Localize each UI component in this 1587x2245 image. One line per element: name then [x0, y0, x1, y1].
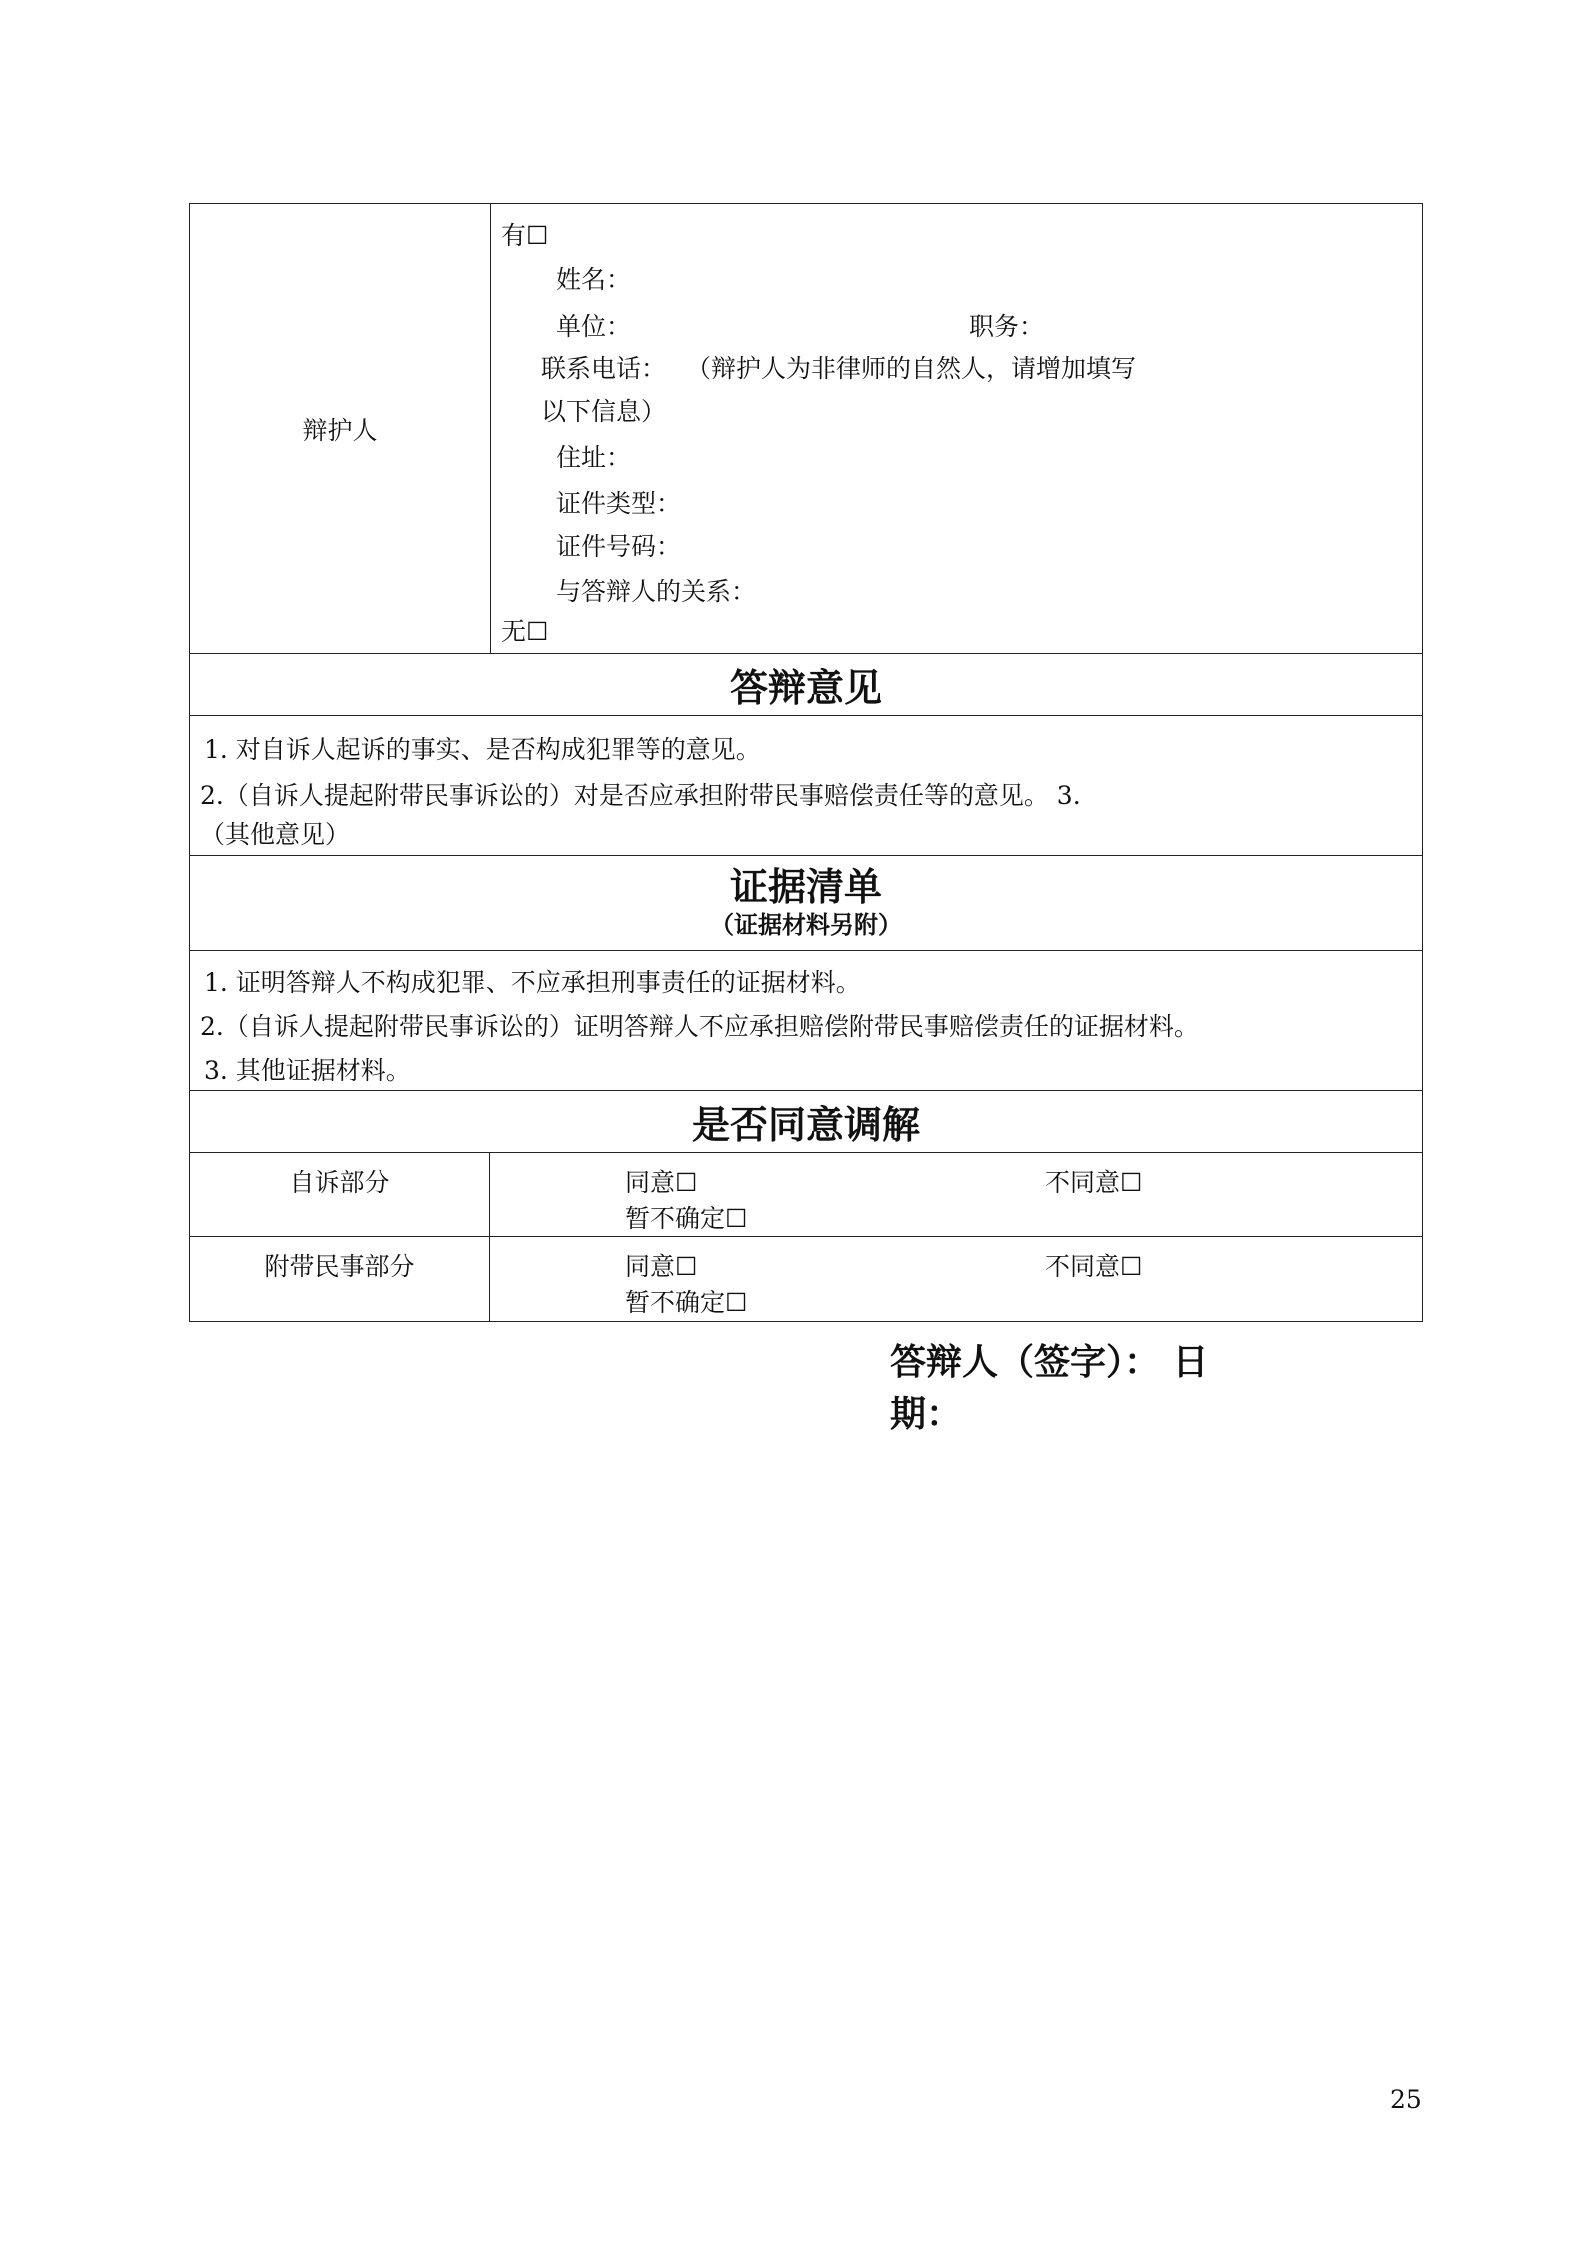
evidence-title: 证据清单 [729, 864, 882, 909]
evidence-line-3: 3. 其他证据材料。 [204, 1056, 411, 1085]
defender-has-checkbox[interactable]: 有☐ [501, 221, 549, 250]
mediation-row-civil [190, 1237, 1422, 1321]
evidence-heading [190, 856, 1422, 951]
mediation-label: 自诉部分 [190, 1153, 490, 1236]
defender-relation-field[interactable]: 与答辩人的关系： [556, 577, 757, 606]
disagree-checkbox[interactable]: 不同意☐ [1045, 1252, 1143, 1281]
mediation-options [490, 1237, 1422, 1321]
defense-form [189, 203, 1423, 1322]
mediation-options [490, 1153, 1422, 1236]
evidence-subtitle: （证据材料另附） [710, 911, 902, 939]
defender-name-field[interactable]: 姓名： [556, 265, 632, 294]
defender-label: 辩护人 [190, 204, 491, 653]
unsure-checkbox[interactable]: 暂不确定☐ [625, 1204, 748, 1233]
defender-note: （辩护人为非律师的自然人，请增加填写 [686, 354, 1137, 383]
defender-none-checkbox[interactable]: 无☐ [501, 617, 549, 646]
defender-id-type-field[interactable]: 证件类型： [556, 489, 682, 518]
signature-line: 答辩人（签字）： 日 [890, 1341, 1209, 1383]
defender-note-continued: 以下信息） [541, 397, 667, 426]
evidence-content[interactable] [190, 951, 1422, 1091]
opinion-line-3: （其他意见） [200, 820, 351, 849]
opinion-heading: 答辩意见 [190, 654, 1422, 716]
disagree-checkbox[interactable]: 不同意☐ [1045, 1168, 1143, 1197]
defender-unit-field[interactable]: 单位： [556, 312, 632, 341]
date-line: 期： [890, 1393, 963, 1435]
agree-checkbox[interactable]: 同意☐ [625, 1168, 698, 1197]
defender-address-field[interactable]: 住址： [556, 443, 632, 472]
page-number: 25 [1390, 2085, 1422, 2114]
defender-position-field[interactable]: 职务： [969, 312, 1045, 341]
evidence-line-1: 1. 证明答辩人不构成犯罪、不应承担刑事责任的证据材料。 [204, 968, 861, 997]
defender-details [491, 204, 1422, 653]
mediation-row-private [190, 1153, 1422, 1237]
agree-checkbox[interactable]: 同意☐ [625, 1252, 698, 1281]
signature-block[interactable] [890, 1336, 1220, 1440]
unsure-checkbox[interactable]: 暂不确定☐ [625, 1288, 748, 1317]
defender-phone-field[interactable]: 联系电话： [541, 354, 667, 383]
mediation-heading: 是否同意调解 [190, 1091, 1422, 1153]
opinion-line-1: 1. 对自诉人起诉的事实、是否构成犯罪等的意见。 [204, 735, 761, 764]
evidence-line-2: 2.（自诉人提起附带民事诉讼的）证明答辩人不应承担赔偿附带民事赔偿责任的证据材料。 [200, 1012, 1199, 1041]
defender-row [190, 204, 1422, 654]
defender-id-number-field[interactable]: 证件号码： [556, 532, 682, 561]
opinion-line-2: 2.（自诉人提起附带民事诉讼的）对是否应承担附带民事赔偿责任等的意见。 3. [200, 781, 1081, 810]
opinion-content[interactable] [190, 716, 1422, 856]
mediation-label: 附带民事部分 [190, 1237, 490, 1321]
